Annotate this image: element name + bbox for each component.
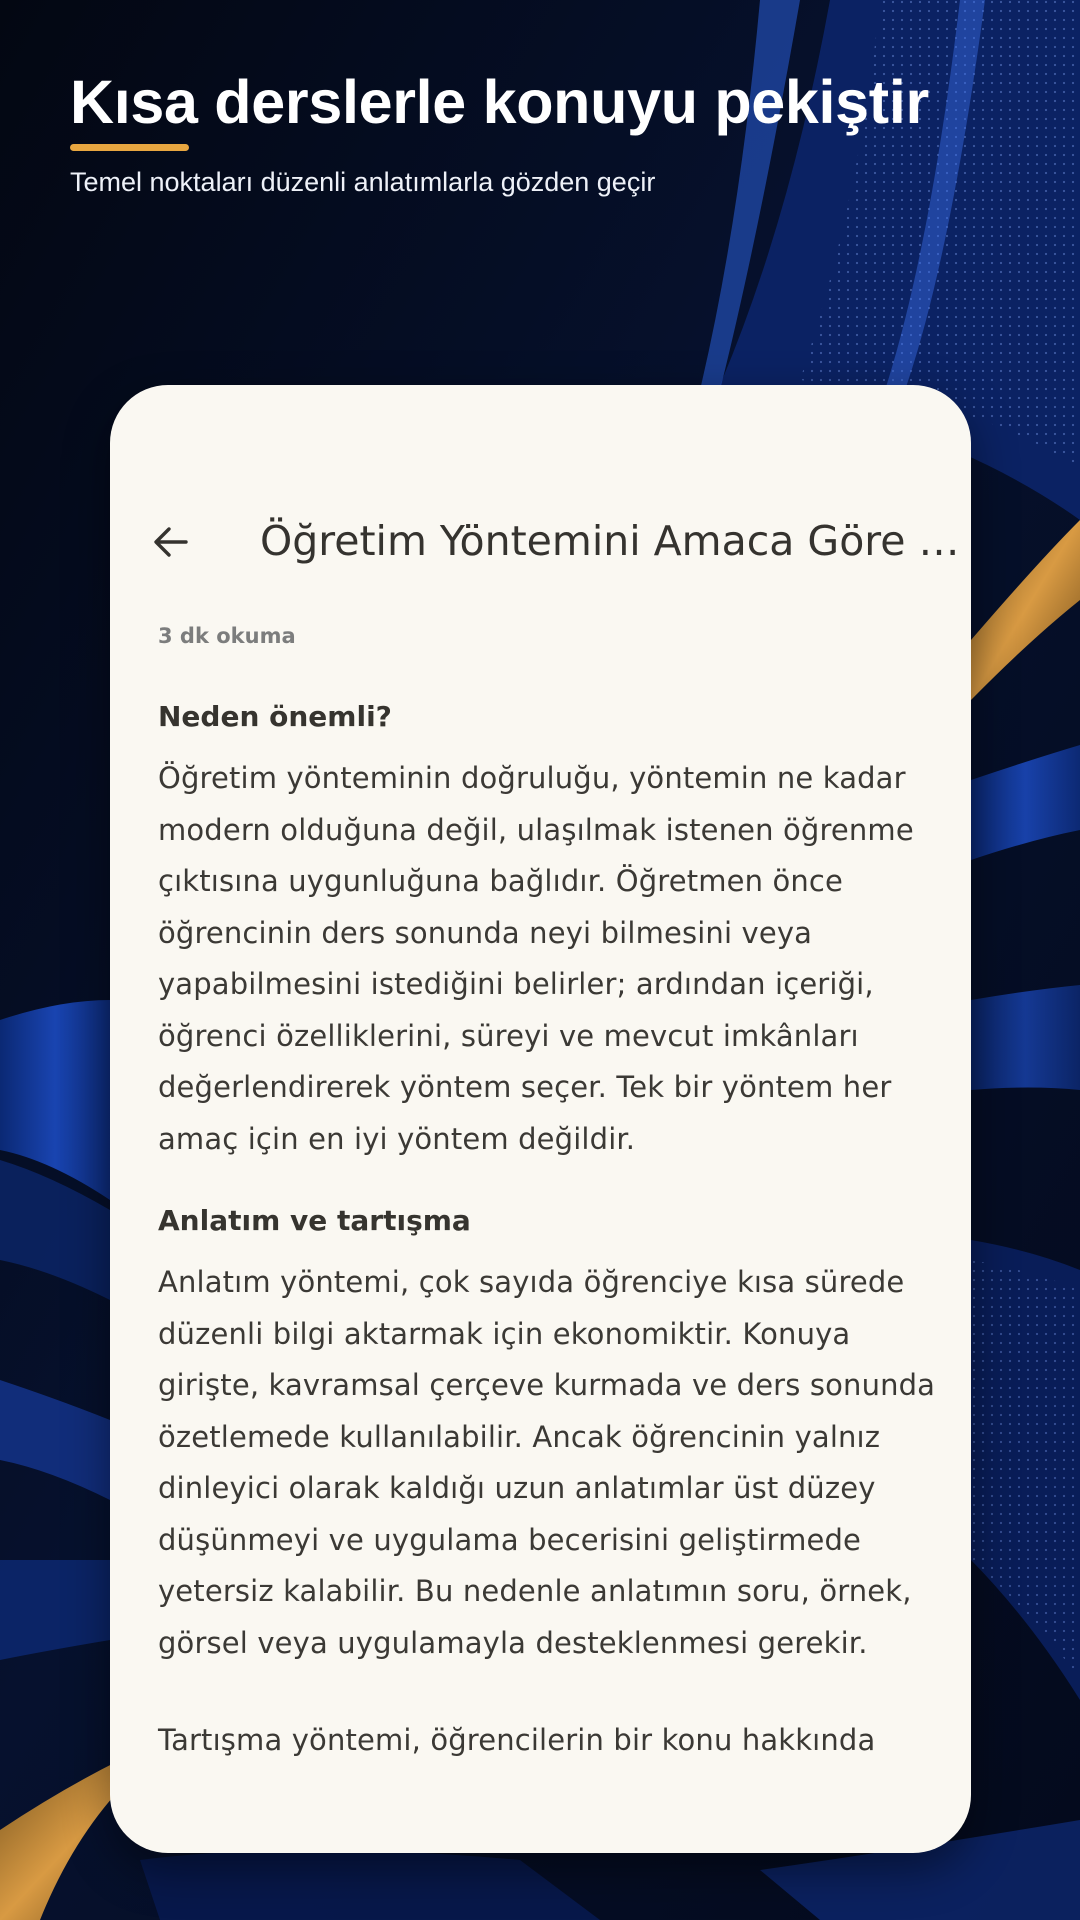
promo-header (70, 66, 929, 199)
section-heading: Anlatım ve tartışma (158, 1204, 471, 1237)
promo-subtitle: Temel noktaları düzenli anlatımlarla gözden geçir (70, 167, 656, 197)
back-button[interactable] (148, 519, 194, 565)
app-bar (110, 503, 971, 579)
section-heading: Neden önemli? (158, 700, 392, 733)
title-accent-underline (70, 144, 189, 151)
article-content (158, 621, 938, 1767)
article-title: Öğretim Yöntemini Amaca Göre … (260, 517, 960, 565)
section-paragraph: Öğretim yönteminin doğruluğu, yöntemin ne kadar modern olduğuna değil, ulaşılmak istenen öğrenme çıktısına uygunluğuna bağlıdır. Öğretmen önce öğrencinin ders sonunda neyi bilmesini veya yapabilmesini istediğini belirler; ardından içeriği, öğrenci özelliklerini, süreyi ve mevcut imkânları değerlendirerek yöntem seçer. Tek bir yöntem her amaç için en iyi yöntem değildir. (158, 761, 914, 1156)
phone-screen (110, 385, 971, 1853)
arrow-left-icon (154, 527, 188, 557)
promo-title: Kısa derslerle konuyu pekiştir (70, 68, 929, 136)
section-paragraph: Anlatım yöntemi, çok sayıda öğrenciye kısa sürede düzenli bilgi aktarmak için ekonomiktir. Konuya girişte, kavramsal çerçeve kurmada ve ders sonunda özetlemede kullanılabilir. Ancak öğrencinin yalnız dinleyici olarak kaldığı uzun anlatımlar üst düzey düşünmeyi ve uygulama becerisini geliştirmede yetersiz kalabilir. Bu nedenle anlatımın soru, örnek, görsel veya uygulamayla desteklenmesi gerekir. (158, 1265, 936, 1660)
section-paragraph: Tartışma yöntemi, öğrencilerin bir konu hakkında (158, 1723, 876, 1757)
read-time: 3 dk okuma (158, 624, 296, 648)
